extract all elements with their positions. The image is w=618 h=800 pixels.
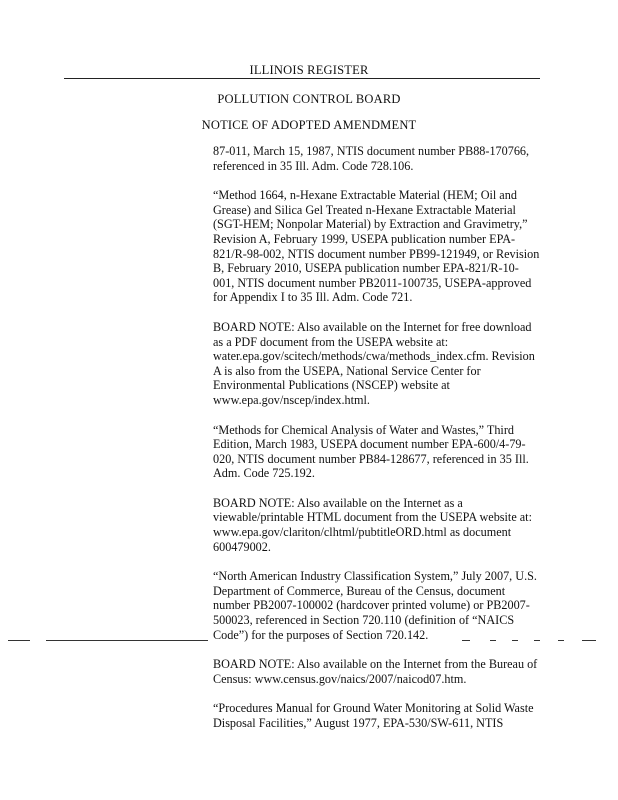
paragraph-board-note-1: BOARD NOTE: Also available on the Internet for free download as a PDF document from the USEPA website at: water.epa.gov/scitech/methods/cwa/methods_index.cfm. Revision A is also from the USEPA, National Service Center for Environmental Publications (NSCEP) website at www.epa.gov/nscep/index.html. bbox=[213, 319, 535, 407]
register-title: ILLINOIS REGISTER bbox=[249, 63, 369, 77]
agency-name: POLLUTION CONTROL BOARD bbox=[217, 92, 401, 106]
paragraph-board-note-3: BOARD NOTE: Also available on the Internet from the Bureau of Census: www.census.gov/naics/2007/naicod07.htm. bbox=[213, 657, 538, 686]
paragraph-board-note-2: BOARD NOTE: Also available on the Internet as a viewable/printable HTML document from the USEPA website at: www.epa.gov/clariton/clhtml/pubtitleORD.html as document 600479002. bbox=[213, 495, 532, 554]
scan-artifact-rule bbox=[582, 640, 596, 641]
scan-artifact-rule bbox=[46, 640, 208, 641]
paragraph-citation-continued: 87-011, March 15, 1987, NTIS document number PB88-170766, referenced in 35 Ill. Adm. Code 728.106. bbox=[213, 144, 530, 173]
scan-artifact-rule bbox=[512, 640, 518, 641]
scan-artifact-rule bbox=[462, 640, 470, 641]
scan-artifact-rule bbox=[8, 640, 30, 641]
scan-artifact-rule bbox=[534, 640, 540, 641]
paragraph-methods-chemical-analysis: “Methods for Chemical Analysis of Water and Wastes,” Third Edition, March 1983, USEPA document number EPA-600/4-79- 020, NTIS document number PB84-128677, referenced in 35 Ill. Adm. Code 725.192. bbox=[213, 422, 529, 481]
paragraph-procedures-manual: “Procedures Manual for Ground Water Monitoring at Solid Waste Disposal Facilities,” August 1977, EPA-530/SW-611, NTIS bbox=[213, 701, 534, 730]
document-body bbox=[213, 144, 543, 746]
scan-artifact-rule bbox=[490, 640, 496, 641]
scan-artifact-rule bbox=[558, 640, 564, 641]
header-rule bbox=[64, 78, 540, 79]
paragraph-method-1664: “Method 1664, n-Hexane Extractable Material (HEM; Oil and Grease) and Silica Gel Treated n-Hexane Extractable Material (SGT-HEM; Nonpolar Material) by Extraction and Gravimetry,” Revision A, February 1999, USEPA publication number EPA- 821/R-98-002, NTIS document number PB99-121949, or Revision B, February 2010, USEPA publication number EPA-821/R-10- 001, NTIS document number PB2011-100735, USEPA-approved for Appendix I to 35 Ill. Adm. Code 721. bbox=[213, 188, 540, 305]
notice-heading: NOTICE OF ADOPTED AMENDMENT bbox=[201, 118, 417, 132]
paragraph-naics: “North American Industry Classification System,” July 2007, U.S. Department of Commerce, Bureau of the Census, document number PB2007-100002 (hardcover printed volume) or PB2007- 500023, referenced in Section 720.110 (definition of “NAICS Code”) for the purposes of Section 720.142. bbox=[213, 569, 537, 642]
